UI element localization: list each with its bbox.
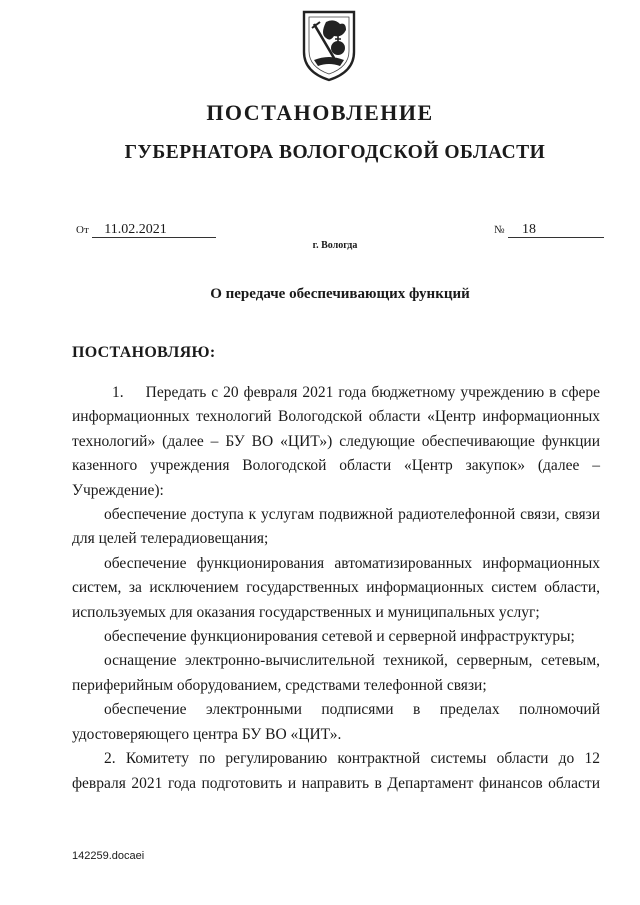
number-label: № (494, 224, 505, 236)
function-item-3: обеспечение функционирования сетевой и серверной инфраструктуры; (104, 628, 575, 646)
decree-heading: ПОСТАНОВЛЯЮ: (72, 344, 216, 361)
date-label: От (76, 224, 89, 236)
document-subject: О передаче обеспечивающих функций (210, 286, 470, 302)
document-issuer: ГУБЕРНАТОРА ВОЛОГОДСКОЙ ОБЛАСТИ (124, 142, 546, 163)
number-block (494, 222, 604, 238)
document-title: ПОСТАНОВЛЕНИЕ (206, 100, 434, 125)
date-value: 11.02.2021 (92, 223, 216, 238)
paragraph-1-text: Передать с 20 февраля 2021 года бюджетному учреждению в сфере информационных технологий Вологодской области «Центр информационных технологий» (далее – БУ ВО «ЦИТ») следующие обеспечивающие функции казенного учреждения Вологодской области «Центр закупок» (далее – Учреждение): (72, 384, 600, 499)
paragraph-1-number: 1. (112, 384, 124, 401)
document-code: 142259.docaei (72, 850, 145, 862)
city-label: г. Вологда (312, 240, 358, 251)
coat-of-arms-emblem (300, 8, 358, 82)
number-value: 18 (508, 223, 604, 238)
paragraph-1 (72, 381, 600, 503)
function-item-2: обеспечение функционирования автоматизированных информационных систем, за исключением государственных информационных систем области, используемых для оказания государственных и муниципальных услуг; (72, 554, 600, 621)
function-item-5: обеспечение электронными подписями в пределах полномочий удостоверяющего центра БУ ВО «ЦИТ». (72, 701, 600, 743)
date-block (76, 222, 216, 238)
paragraph-2: 2. Комитету по регулированию контрактной системы области до 12 февраля 2021 года подготовить и направить в Департамент финансов области (72, 750, 600, 792)
document-body (72, 381, 600, 796)
function-item-4: оснащение электронно-вычислительной техникой, серверным, сетевым, периферийным оборудованием, средствами телефонной связи; (72, 652, 600, 694)
function-item-1: обеспечение доступа к услугам подвижной радиотелефонной связи, связи для целей телерадиовещания; (72, 506, 600, 548)
